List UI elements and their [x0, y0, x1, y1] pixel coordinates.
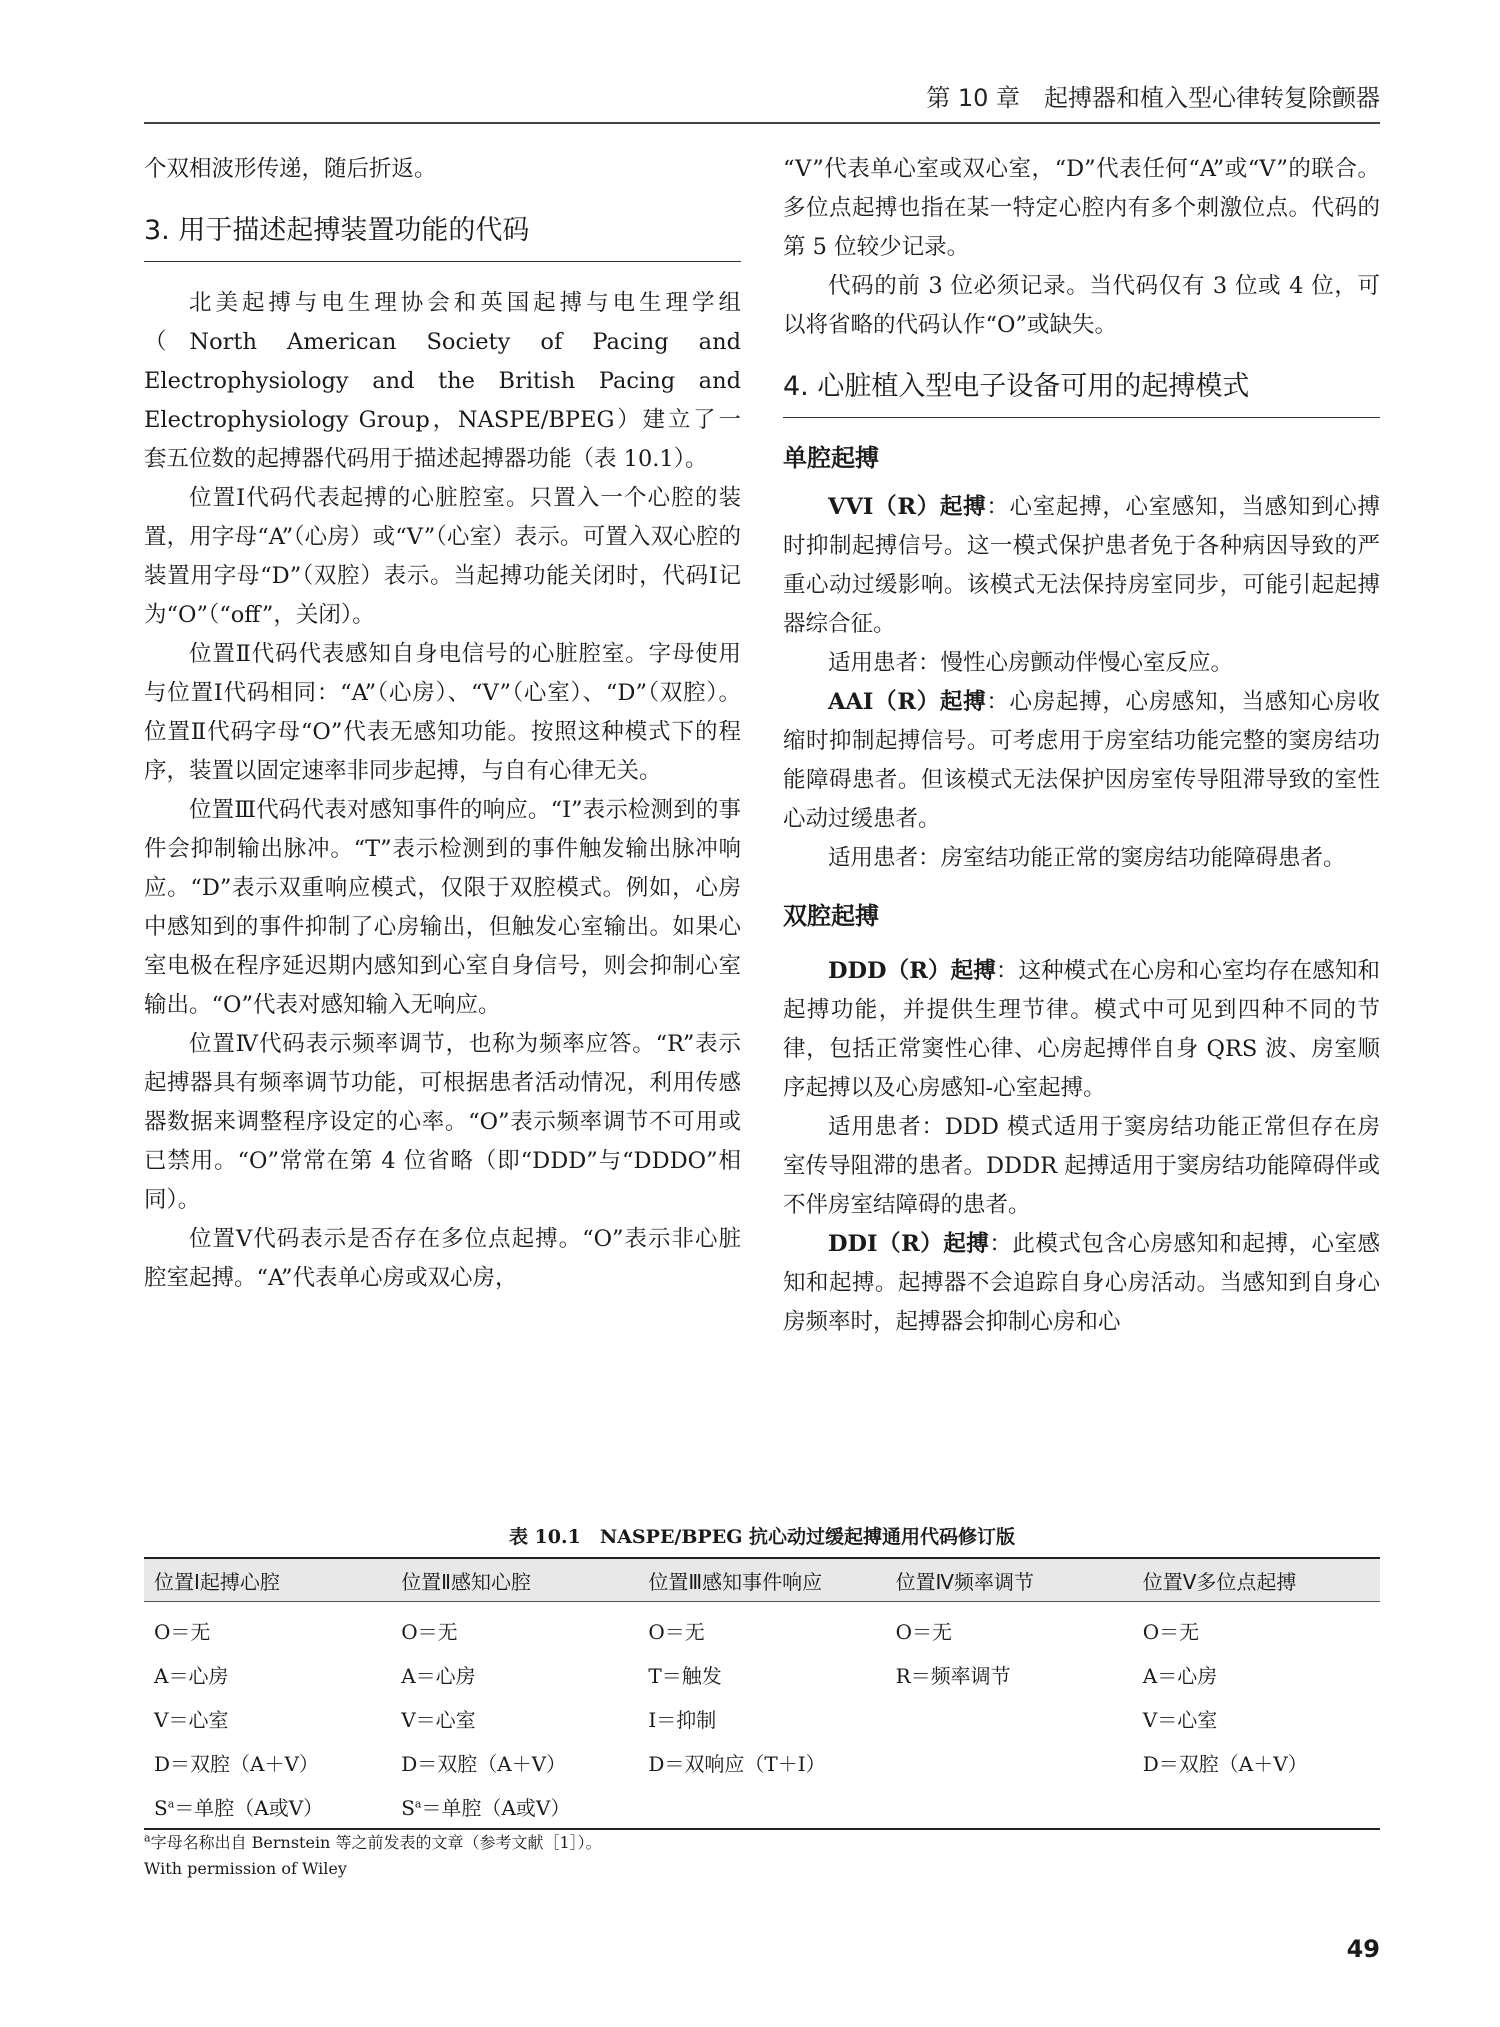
- ddi-lead: DDI（R）起搏: [828, 1231, 990, 1257]
- table-row: [144, 1696, 1380, 1740]
- paragraph-ddd: [783, 952, 1380, 1108]
- ddd-lead: DDD（R）起搏: [828, 958, 996, 984]
- table-header: 位置Ⅰ起搏心腔: [144, 1558, 391, 1602]
- table-cell: [391, 1784, 638, 1829]
- footnote-mark: a: [144, 1831, 151, 1845]
- footnote-line: [144, 1830, 602, 1856]
- table-cell: [144, 1784, 391, 1829]
- table-row: [144, 1784, 1380, 1829]
- table-cell: A＝心房: [401, 1663, 476, 1688]
- paragraph: 北美起搏与电生理协会和英国起搏与电生理学组（North American Society of Pacing and Electrophysiology and the British Pacing and Electrophysiology Group，NASPE/BPEG）建立了一套五位数的起搏器代码用于描述起搏器功能（表 10.1）。: [144, 290, 741, 472]
- table-cell: O＝无: [401, 1619, 458, 1644]
- table-row: [144, 1740, 1380, 1784]
- paragraph-aai: [783, 683, 1380, 839]
- ddd-text: ：这种模式在心房和心室均存在感知和起搏功能，并提供生理节律。模式中可见到四种不同的节律，包括正常窦性心律、心房起搏伴自身 QRS 波、房室顺序起搏以及心房感知-心室起搏。: [783, 958, 1380, 1101]
- table-header-row: [144, 1558, 1380, 1602]
- table-header: 位置Ⅴ多位点起搏: [1133, 1558, 1380, 1602]
- section-3-title: 3. 用于描述起搏装置功能的代码: [144, 211, 741, 262]
- table-cell: D＝双腔（A＋V）: [154, 1751, 319, 1776]
- table-header: 位置Ⅳ频率调节: [886, 1558, 1133, 1602]
- table-cell: T＝触发: [648, 1663, 722, 1688]
- table-cell: [886, 1740, 1133, 1784]
- table-cell: O＝无: [895, 1619, 952, 1644]
- paragraph: 代码的前 3 位必须记录。当代码仅有 3 位或 4 位，可以将省略的代码认作“O”或缺失。: [783, 273, 1380, 338]
- ddi-text: ：此模式包含心房感知和起搏，心室感知和起搏。起搏器不会追踪自身心房活动。当感知到自身心房频率时，起搏器会抑制心房和心: [783, 1231, 1380, 1335]
- left-column: [144, 150, 741, 1298]
- chapter-header: 第 10 章 起搏器和植入型心律转复除颤器: [926, 84, 1380, 112]
- vvi-lead: VVI（R）起搏: [828, 494, 987, 520]
- paragraph: 位置Ⅳ代码表示频率调节，也称为频率应答。“R”表示起搏器具有频率调节功能，可根据患者活动情况，利用传感器数据来调整程序设定的心率。“O”表示频率调节不可用或已禁用。“O”常常在第 4 位省略（即“DDD”与“DDDO”相同）。: [144, 1031, 741, 1213]
- table-cell: A＝心房: [1142, 1663, 1218, 1688]
- table-cell: D＝双腔（A＋V）: [1142, 1751, 1308, 1776]
- table-caption: 表 10.1 NASPE/BPEG 抗心动过缓起搏通用代码修订版: [508, 1526, 1016, 1548]
- table-cell: A＝心房: [154, 1663, 229, 1688]
- superscript-a: a: [167, 1796, 175, 1810]
- table-cell: I＝抑制: [648, 1707, 717, 1732]
- table-row: [144, 1602, 1380, 1653]
- table-cell: [886, 1784, 1133, 1829]
- table-header: 位置Ⅲ感知事件响应: [638, 1558, 885, 1602]
- table-cell: D＝双响应（T＋I）: [648, 1751, 826, 1776]
- vvi-text: ：心室起搏，心室感知，当感知到心搏时抑制起搏信号。这一模式保护患者免于各种病因导致的严重心动过缓影响。该模式无法保持房室同步，可能引起起搏器综合征。: [783, 494, 1380, 637]
- paragraph: 位置Ⅰ代码代表起搏的心脏腔室。只置入一个心腔的装置，用字母“A”（心房）或“V”（心室）表示。可置入双心腔的装置用字母“D”（双腔）表示。当起搏功能关闭时，代码Ⅰ记为“O”（“off”，关闭）。: [144, 485, 741, 628]
- paragraph-ddi: [783, 1225, 1380, 1342]
- table-footnote: [144, 1830, 602, 1882]
- page-number: 49: [1346, 1935, 1380, 1963]
- table-cell: [1133, 1784, 1380, 1829]
- paragraph: 位置Ⅲ代码代表对感知事件的响应。“I”表示检测到的事件会抑制输出脉冲。“T”表示检测到的事件触发输出脉冲响应。“D”表示双重响应模式，仅限于双腔模式。例如，心房中感知到的事件抑制了心房输出，但触发心室输出。如果心室电极在程序延迟期内感知到心室自身信号，则会抑制心室输出。“O”代表对感知输入无响应。: [144, 797, 741, 1018]
- paragraph: 个双相波形传递，随后折返。: [144, 156, 437, 182]
- table-cell: O＝无: [648, 1619, 705, 1644]
- header-rule: [144, 122, 1380, 124]
- paragraph: 适用患者：慢性心房颤动伴慢心室反应。: [828, 650, 1234, 676]
- aai-text: ：心房起搏，心房感知，当感知心房收缩时抑制起搏信号。可考虑用于房室结功能完整的窦房结功能障碍患者。但该模式无法保护因房室传导阻滞导致的室性心动过缓患者。: [783, 689, 1380, 832]
- right-column: [783, 150, 1380, 1342]
- cell-suffix: ＝单腔（A或V）: [174, 1795, 324, 1820]
- footnote-permission: With permission of Wiley: [144, 1859, 347, 1878]
- table-cell: R＝频率调节: [895, 1663, 1011, 1688]
- paragraph-vvi: [783, 488, 1380, 644]
- cell-letter: S: [154, 1795, 168, 1820]
- section-4-title: 4. 心脏植入型电子设备可用的起搏模式: [783, 367, 1380, 418]
- table-row: [144, 1652, 1380, 1696]
- table-cell: [886, 1696, 1133, 1740]
- footnote-text: 字母名称出自 Bernstein 等之前发表的文章（参考文献［1］）。: [150, 1833, 602, 1852]
- paragraph: 适用患者：房室结功能正常的窦房结功能障碍患者。: [828, 845, 1346, 871]
- subsection-single-chamber: 单腔起搏: [783, 444, 879, 472]
- table-cell: O＝无: [154, 1619, 211, 1644]
- cell-suffix: ＝单腔（A或V）: [421, 1795, 571, 1820]
- table-cell: D＝双腔（A＋V）: [401, 1751, 567, 1776]
- table-cell: V＝心室: [154, 1707, 229, 1732]
- aai-lead: AAI（R）起搏: [828, 689, 987, 715]
- paragraph: “V”代表单心室或双心室，“D”代表任何“A”或“V”的联合。多位点起搏也指在某一特定心腔内有多个刺激位点。代码的第 5 位较少记录。: [783, 156, 1380, 260]
- table-cell: V＝心室: [1142, 1707, 1218, 1732]
- cell-letter: S: [401, 1795, 415, 1820]
- table-cell: [638, 1784, 885, 1829]
- paragraph: 位置Ⅴ代码表示是否存在多位点起搏。“O”表示非心脏腔室起搏。“A”代表单心房或双心房，: [144, 1226, 741, 1291]
- paragraph: 位置Ⅱ代码代表感知自身电信号的心脏腔室。字母使用与位置Ⅰ代码相同：“A”（心房）、“V”（心室）、“D”（双腔）。位置Ⅱ代码字母“O”代表无感知功能。按照这种模式下的程序，装置以固定速率非同步起搏，与自有心律无关。: [144, 641, 741, 784]
- table-cell: V＝心室: [401, 1707, 476, 1732]
- paragraph: 适用患者：DDD 模式适用于窦房结功能正常但存在房室传导阻滞的患者。DDDR 起搏适用于窦房结功能障碍伴或不伴房室结障碍的患者。: [783, 1114, 1380, 1218]
- subsection-dual-chamber: 双腔起搏: [783, 902, 879, 930]
- pacing-code-table: [144, 1557, 1380, 1830]
- table-cell: O＝无: [1142, 1619, 1200, 1644]
- table-header: 位置Ⅱ感知心腔: [391, 1558, 638, 1602]
- superscript-a: a: [414, 1796, 422, 1810]
